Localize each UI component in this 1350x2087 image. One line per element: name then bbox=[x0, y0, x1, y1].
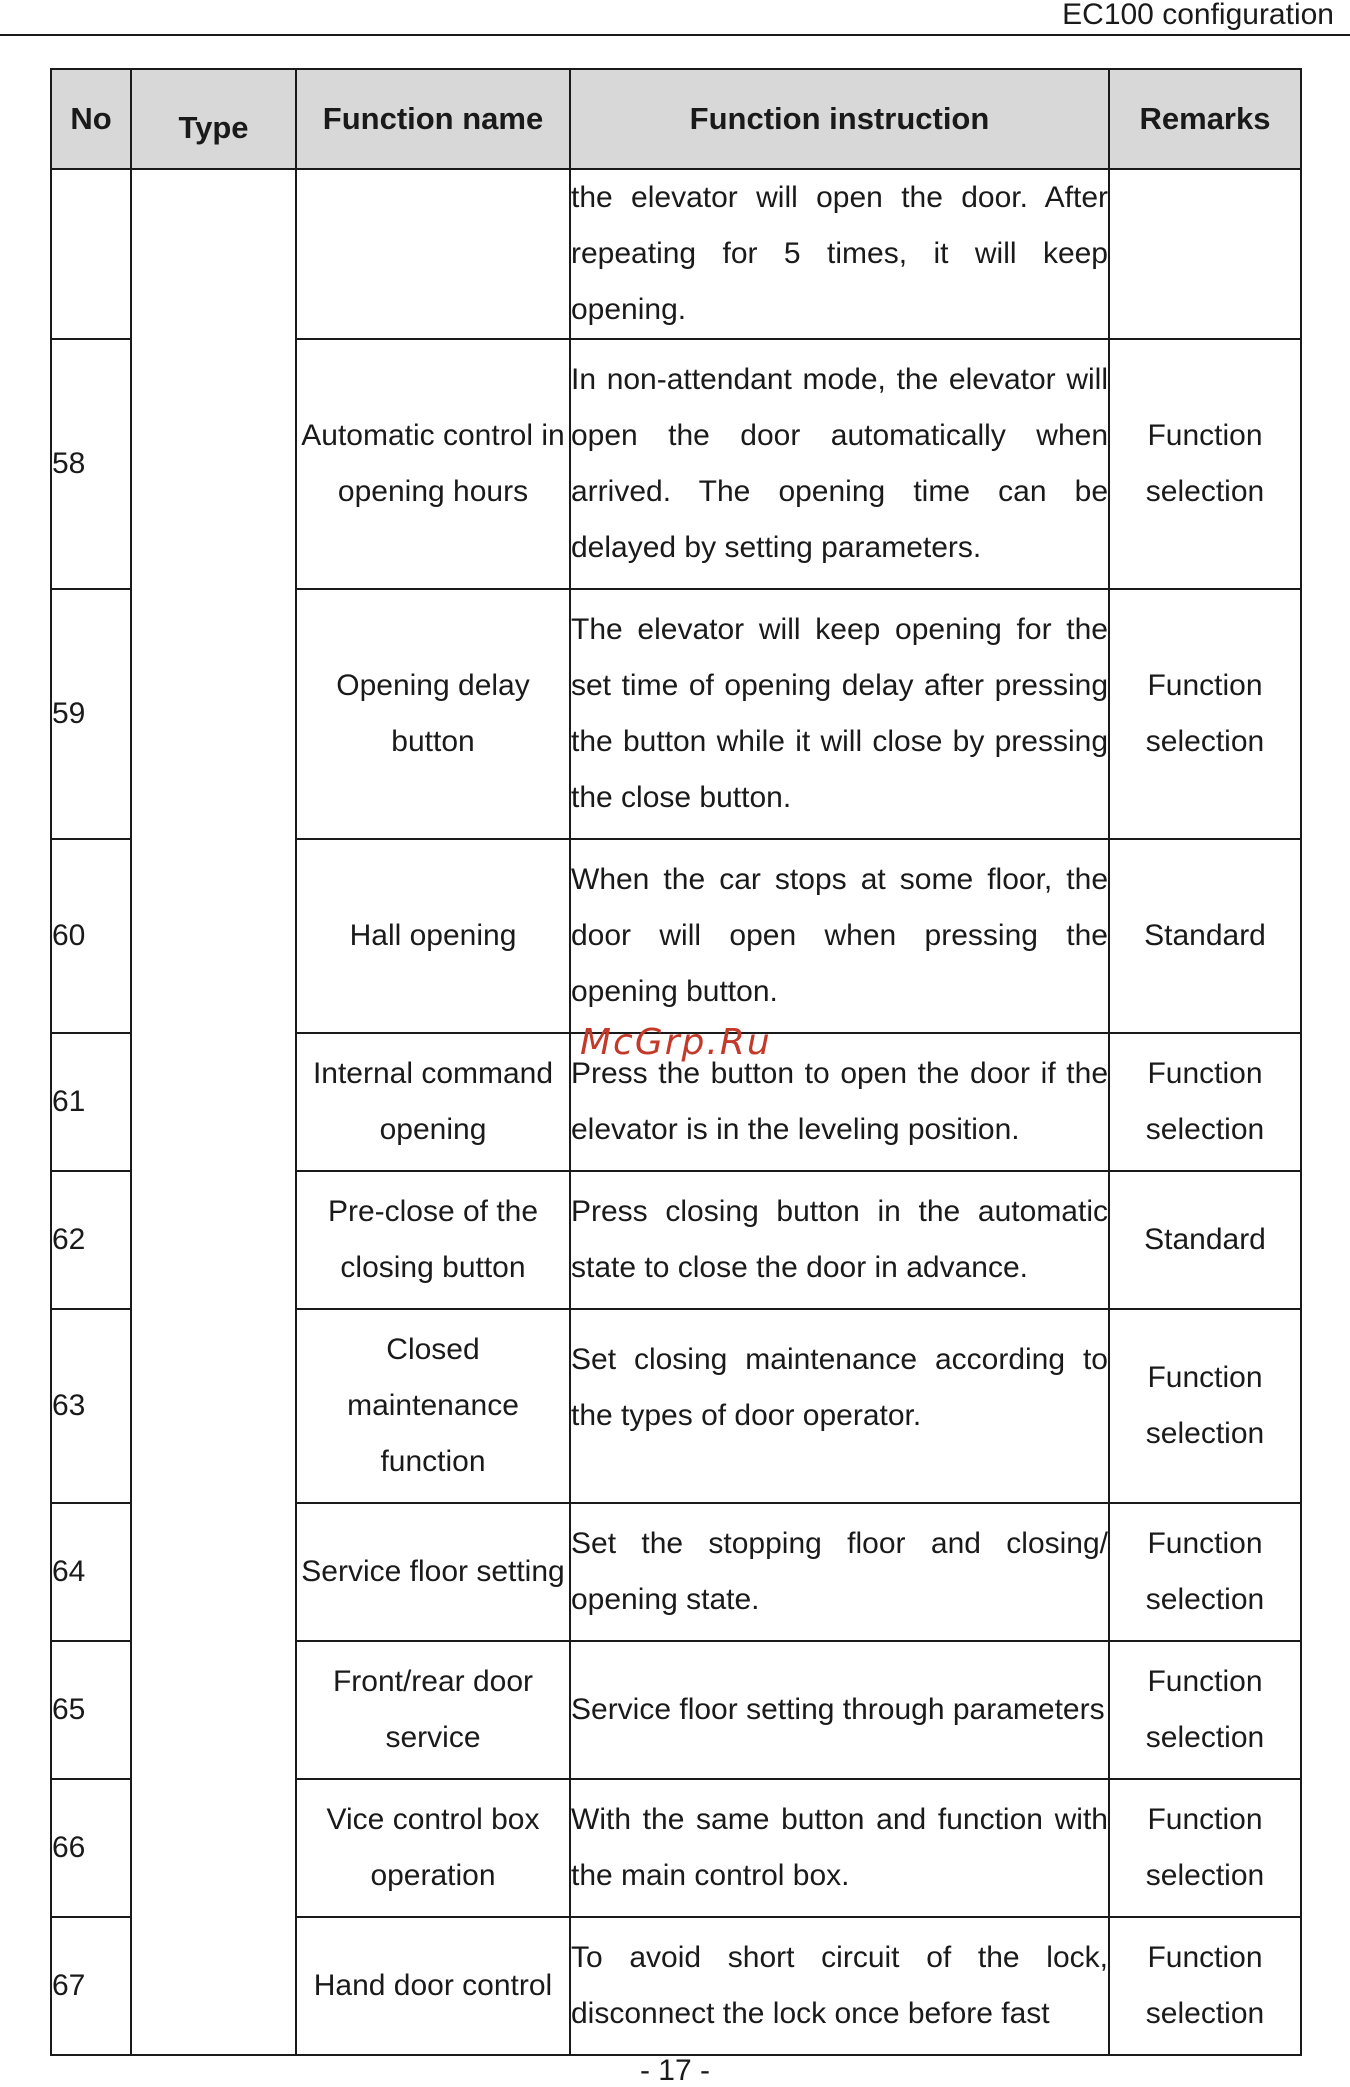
column-header-function-name: Function name bbox=[296, 69, 570, 169]
row-remarks: Function selection bbox=[1109, 1779, 1301, 1917]
row-function-instruction: When the car stops at some floor, the door will open when pressing the opening button. bbox=[570, 839, 1109, 1033]
row-function-instruction: Set the stopping floor and closing/ opening state. bbox=[570, 1503, 1109, 1641]
row-no: 62 bbox=[51, 1171, 131, 1309]
row-function-name bbox=[296, 169, 570, 339]
column-header-remarks: Remarks bbox=[1109, 69, 1301, 169]
column-header-no: No bbox=[51, 69, 131, 169]
row-remarks: Standard bbox=[1109, 1171, 1301, 1309]
row-function-name: Pre-close of the closing button bbox=[296, 1171, 570, 1309]
row-no: 67 bbox=[51, 1917, 131, 2055]
column-header-type: Type bbox=[131, 69, 296, 169]
row-function-name: Service floor setting bbox=[296, 1503, 570, 1641]
row-remarks: Function selection bbox=[1109, 1503, 1301, 1641]
row-function-name: Closed maintenance function bbox=[296, 1309, 570, 1503]
header-rule bbox=[0, 34, 1350, 36]
row-function-instruction: Press closing button in the automatic state to close the door in advance. bbox=[570, 1171, 1109, 1309]
header-title: EC100 configuration bbox=[1062, 0, 1334, 31]
row-remarks: Function selection bbox=[1109, 1309, 1301, 1503]
row-function-name: Automatic control in opening hours bbox=[296, 339, 570, 589]
row-function-name: Opening delay button bbox=[296, 589, 570, 839]
row-function-name: Hand door control bbox=[296, 1917, 570, 2055]
row-no: 61 bbox=[51, 1033, 131, 1171]
row-remarks: Function selection bbox=[1109, 1917, 1301, 2055]
row-function-instruction: With the same button and function with the main control box. bbox=[570, 1779, 1109, 1917]
watermark: McGrp.Ru bbox=[580, 1022, 772, 1063]
page-number: - 17 - bbox=[639, 2054, 711, 2087]
row-no: 63 bbox=[51, 1309, 131, 1503]
row-function-instruction: the elevator will open the door. After repeating for 5 times, it will keep opening. bbox=[570, 169, 1109, 339]
row-function-instruction: Service floor setting through parameters bbox=[570, 1641, 1109, 1779]
row-no: 64 bbox=[51, 1503, 131, 1641]
row-function-name: Internal command opening bbox=[296, 1033, 570, 1171]
table-row bbox=[51, 169, 1301, 339]
row-function-name: Vice control box operation bbox=[296, 1779, 570, 1917]
row-function-instruction: To avoid short circuit of the lock, disconnect the lock once before fast bbox=[570, 1917, 1109, 2055]
row-remarks: Standard bbox=[1109, 839, 1301, 1033]
row-no: 59 bbox=[51, 589, 131, 839]
table-header-row bbox=[51, 69, 1301, 169]
row-remarks: Function selection bbox=[1109, 339, 1301, 589]
row-no: 65 bbox=[51, 1641, 131, 1779]
row-remarks: Function selection bbox=[1109, 589, 1301, 839]
row-no: 66 bbox=[51, 1779, 131, 1917]
type-cell bbox=[131, 169, 296, 2055]
row-remarks bbox=[1109, 169, 1301, 339]
row-function-instruction: Set closing maintenance according to the types of door operator. bbox=[570, 1309, 1109, 1503]
row-remarks: Function selection bbox=[1109, 1033, 1301, 1171]
row-no bbox=[51, 169, 131, 339]
column-header-function-instruction: Function instruction bbox=[570, 69, 1109, 169]
row-function-name: Hall opening bbox=[296, 839, 570, 1033]
row-no: 58 bbox=[51, 339, 131, 589]
row-function-instruction: The elevator will keep opening for the set time of opening delay after pressing the button while it will close by pressing the close button. bbox=[570, 589, 1109, 839]
row-no: 60 bbox=[51, 839, 131, 1033]
row-function-instruction: Press the button to open the door if the elevator is in the leveling position. bbox=[570, 1033, 1109, 1171]
row-function-instruction: In non-attendant mode, the elevator will open the door automatically when arrived. The opening time can be delayed by setting parameters. bbox=[570, 339, 1109, 589]
row-remarks: Function selection bbox=[1109, 1641, 1301, 1779]
row-function-name: Front/rear door service bbox=[296, 1641, 570, 1779]
